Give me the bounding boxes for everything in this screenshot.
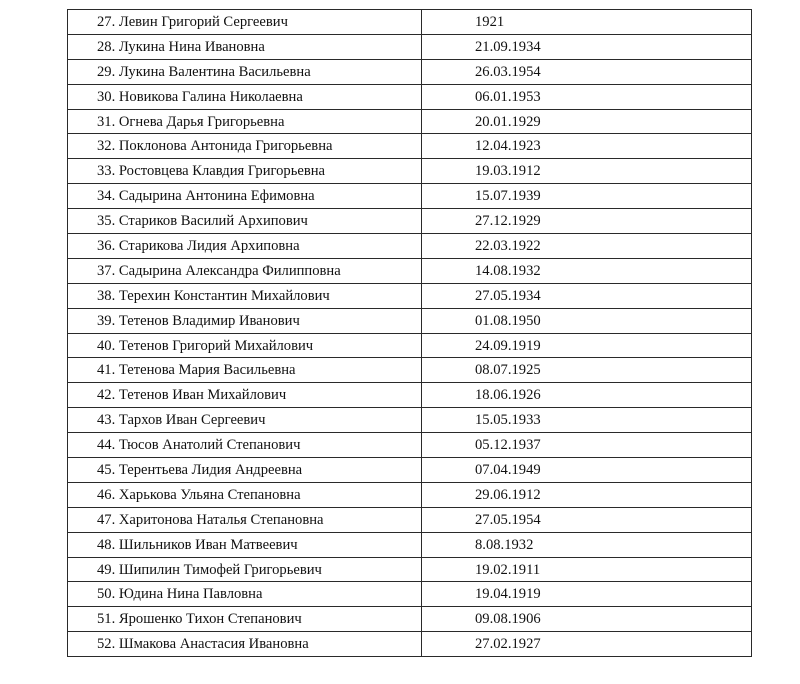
person-name-cell: 31. Огнева Дарья Григорьевна [68, 109, 422, 134]
table-row [68, 607, 752, 632]
person-name-cell: 34. Садырина Антонина Ефимовна [68, 184, 422, 209]
birth-date-cell: 20.01.1929 [422, 109, 752, 134]
table-row [68, 34, 752, 59]
birth-date-cell: 8.08.1932 [422, 532, 752, 557]
birth-date-cell: 06.01.1953 [422, 84, 752, 109]
table-row [68, 59, 752, 84]
birth-date-cell: 05.12.1937 [422, 433, 752, 458]
person-name-cell: 30. Новикова Галина Николаевна [68, 84, 422, 109]
table-row [68, 557, 752, 582]
birth-date-cell: 22.03.1922 [422, 234, 752, 259]
person-name-cell: 49. Шипилин Тимофей Григорьевич [68, 557, 422, 582]
table-row [68, 134, 752, 159]
birth-date-cell: 19.03.1912 [422, 159, 752, 184]
person-name-cell: 47. Харитонова Наталья Степановна [68, 507, 422, 532]
person-name-cell: 37. Садырина Александра Филипповна [68, 258, 422, 283]
table-row [68, 308, 752, 333]
birth-date-cell: 08.07.1925 [422, 358, 752, 383]
table-row [68, 109, 752, 134]
table-row [68, 159, 752, 184]
table-row [68, 84, 752, 109]
table-row [68, 283, 752, 308]
birth-date-cell: 27.12.1929 [422, 209, 752, 234]
birth-date-cell: 29.06.1912 [422, 482, 752, 507]
person-name-cell: 52. Шмакова Анастасия Ивановна [68, 632, 422, 657]
birth-date-cell: 01.08.1950 [422, 308, 752, 333]
table-row [68, 258, 752, 283]
birth-date-cell: 24.09.1919 [422, 333, 752, 358]
table-row [68, 482, 752, 507]
table-row [68, 333, 752, 358]
birth-date-cell: 26.03.1954 [422, 59, 752, 84]
table-row [68, 408, 752, 433]
roster-table [67, 9, 752, 657]
table-row [68, 632, 752, 657]
person-name-cell: 50. Юдина Нина Павловна [68, 582, 422, 607]
birth-date-cell: 12.04.1923 [422, 134, 752, 159]
person-name-cell: 51. Ярошенко Тихон Степанович [68, 607, 422, 632]
person-name-cell: 29. Лукина Валентина Васильевна [68, 59, 422, 84]
birth-date-cell: 21.09.1934 [422, 34, 752, 59]
person-name-cell: 27. Левин Григорий Сергеевич [68, 10, 422, 35]
birth-date-cell: 27.05.1954 [422, 507, 752, 532]
birth-date-cell: 15.05.1933 [422, 408, 752, 433]
person-name-cell: 45. Терентьева Лидия Андреевна [68, 458, 422, 483]
table-row [68, 209, 752, 234]
person-name-cell: 46. Харькова Ульяна Степановна [68, 482, 422, 507]
person-name-cell: 48. Шильников Иван Матвеевич [68, 532, 422, 557]
birth-date-cell: 27.05.1934 [422, 283, 752, 308]
birth-date-cell: 19.04.1919 [422, 582, 752, 607]
person-name-cell: 38. Терехин Константин Михайлович [68, 283, 422, 308]
table-row [68, 532, 752, 557]
table-row [68, 507, 752, 532]
birth-date-cell: 18.06.1926 [422, 383, 752, 408]
table-row [68, 234, 752, 259]
birth-date-cell: 09.08.1906 [422, 607, 752, 632]
person-name-cell: 32. Поклонова Антонида Григорьевна [68, 134, 422, 159]
person-name-cell: 41. Тетенова Мария Васильевна [68, 358, 422, 383]
person-name-cell: 43. Тархов Иван Сергеевич [68, 408, 422, 433]
birth-date-cell: 19.02.1911 [422, 557, 752, 582]
birth-date-cell: 15.07.1939 [422, 184, 752, 209]
person-name-cell: 42. Тетенов Иван Михайлович [68, 383, 422, 408]
table-row [68, 184, 752, 209]
table-row [68, 383, 752, 408]
person-name-cell: 39. Тетенов Владимир Иванович [68, 308, 422, 333]
person-name-cell: 35. Стариков Василий Архипович [68, 209, 422, 234]
roster-table-body [68, 10, 752, 657]
person-name-cell: 36. Старикова Лидия Архиповна [68, 234, 422, 259]
person-name-cell: 33. Ростовцева Клавдия Григорьевна [68, 159, 422, 184]
person-name-cell: 44. Тюсов Анатолий Степанович [68, 433, 422, 458]
birth-date-cell: 1921 [422, 10, 752, 35]
table-row [68, 10, 752, 35]
person-name-cell: 40. Тетенов Григорий Михайлович [68, 333, 422, 358]
table-row [68, 433, 752, 458]
table-row [68, 458, 752, 483]
table-row [68, 582, 752, 607]
table-row [68, 358, 752, 383]
birth-date-cell: 27.02.1927 [422, 632, 752, 657]
birth-date-cell: 07.04.1949 [422, 458, 752, 483]
birth-date-cell: 14.08.1932 [422, 258, 752, 283]
person-name-cell: 28. Лукина Нина Ивановна [68, 34, 422, 59]
